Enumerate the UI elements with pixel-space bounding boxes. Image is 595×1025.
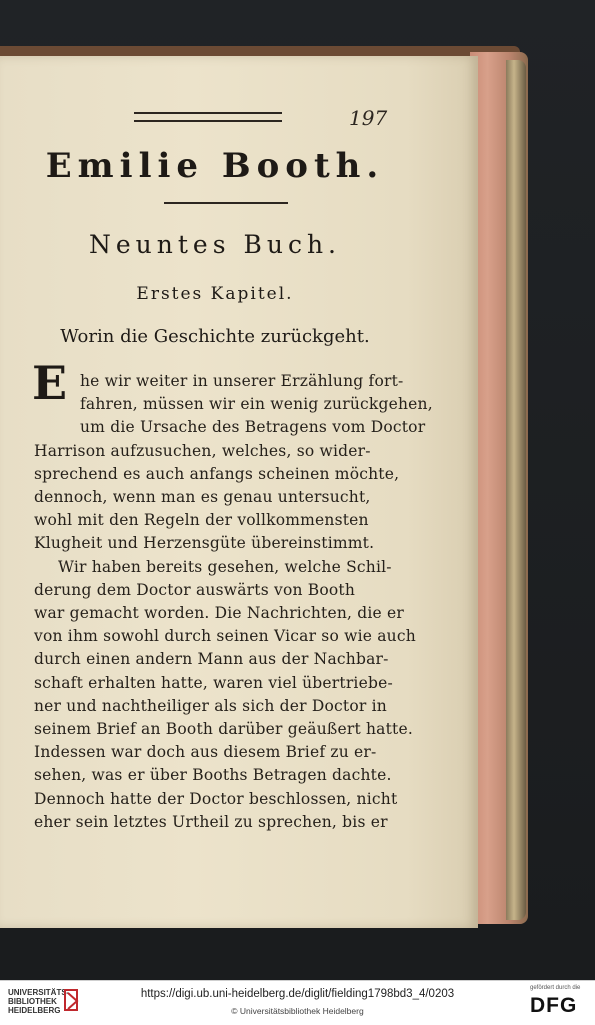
text-line: von ihm sowohl durch seinen Vicar so wie auch — [34, 627, 416, 646]
text-line: Harrison aufzusuchen, welches, so wider- — [34, 441, 371, 460]
book-heading: Neuntes Buch. — [88, 230, 341, 259]
text-line: durch einen andern Mann aus der Nachbar- — [34, 650, 389, 669]
text-line: Dennoch hatte der Doctor beschlossen, nicht — [34, 789, 398, 808]
text-line: sehen, was er über Booths Betragen dachte. — [34, 766, 392, 785]
text-line: Indessen war doch aus diesem Brief zu er- — [34, 743, 377, 762]
text-line: seinem Brief an Booth darüber geäußert hatte. — [34, 720, 413, 738]
text-line: wohl mit den Regeln der vollkommensten — [34, 511, 369, 530]
chapter-subtitle: Worin die Geschichte zurückgeht. — [60, 326, 370, 347]
library-name-line: BIBLIOTHEK — [8, 997, 57, 1006]
header-double-rule — [134, 112, 282, 122]
page-url-link[interactable]: https://digi.ub.uni-heidelberg.de/diglit/fielding1798bd3_4/0203 — [140, 988, 455, 1000]
text-line: Wir haben bereits gesehen, welche Schil- — [58, 557, 392, 576]
text-line: he wir weiter in unserer Erzählung fort- — [80, 372, 404, 390]
text-line: war gemacht worden. Die Nachrichten, die er — [34, 604, 405, 622]
text-line: Klugheit und Herzensgüte übereinstimmt. — [34, 534, 375, 553]
text-line: fahren, müssen wir ein wenig zurückgehen, — [80, 395, 433, 414]
text-line: derung dem Doctor auswärts von Booth — [34, 580, 356, 599]
running-title: Emilie Booth. — [45, 146, 385, 186]
copyright-notice: © Universitätsbibliothek Heidelberg — [231, 1006, 364, 1016]
viewer-footer — [0, 980, 595, 1025]
dfg-logo: DFG — [530, 994, 578, 1017]
text-line: sprechend es auch anfangs scheinen möchte, — [34, 464, 400, 483]
page-number: 197 — [349, 106, 388, 130]
library-name-line: UNIVERSITÄTS- — [8, 988, 70, 997]
text-line: schaft erhalten hatte, waren viel übertriebe- — [34, 673, 393, 692]
text-line: um die Ursache des Betragens vom Doctor — [80, 418, 426, 437]
chapter-heading: Erstes Kapitel. — [136, 284, 294, 304]
text-line: eher sein letztes Urtheil zu sprechen, bis er — [34, 812, 388, 831]
title-rule — [164, 202, 288, 204]
library-name-line: HEIDELBERG — [8, 1006, 61, 1015]
text-line: ner und nachtheiliger als sich der Doctor in — [34, 696, 387, 715]
text-line: dennoch, wenn man es genau untersucht, — [34, 488, 371, 506]
funding-note: gefördert durch die — [530, 985, 581, 991]
drop-cap: E — [32, 356, 68, 410]
book-spine-edge — [506, 60, 526, 920]
